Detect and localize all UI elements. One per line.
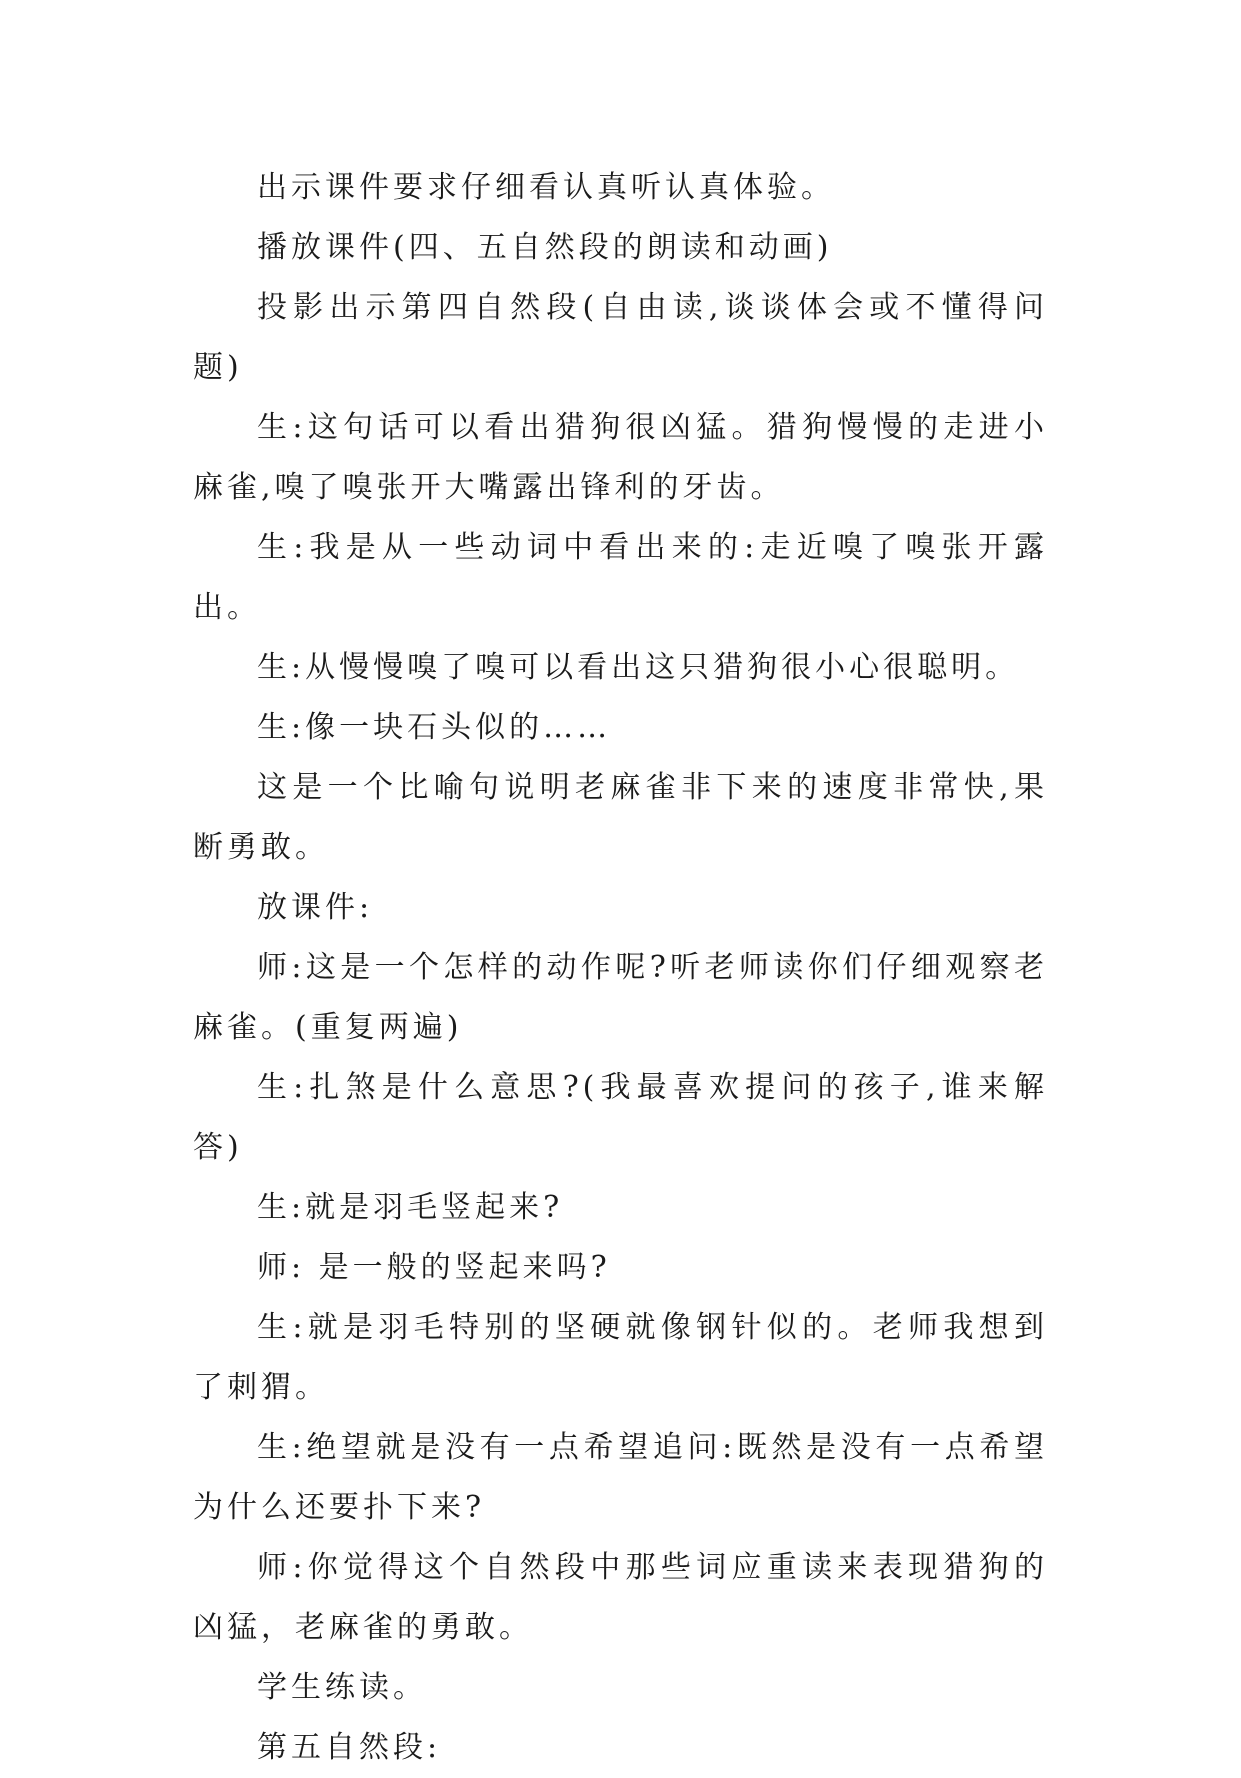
paragraph: 师:这是一个怎样的动作呢?听老师读你们仔细观察老麻雀。(重复两遍) xyxy=(193,950,1048,1045)
paragraph: 投影出示第四自然段(自由读,谈谈体会或不懂得问题) xyxy=(193,290,1048,385)
paragraph: 生:绝望就是没有一点希望追问:既然是没有一点希望为什么还要扑下来? xyxy=(193,1430,1048,1525)
paragraph: 出示课件要求仔细看认真听认真体验。 xyxy=(257,170,835,205)
paragraph: 生:就是羽毛特别的坚硬就像钢针似的。老师我想到了刺猬。 xyxy=(193,1310,1048,1405)
paragraph: 师: 是一般的竖起来吗? xyxy=(257,1250,611,1285)
paragraph: 放课件: xyxy=(257,890,374,925)
document-body xyxy=(193,158,1048,1778)
paragraph: 第五自然段: xyxy=(257,1730,442,1765)
paragraph: 生:就是羽毛竖起来? xyxy=(257,1190,564,1225)
paragraph: 这是一个比喻句说明老麻雀非下来的速度非常快,果断勇敢。 xyxy=(193,770,1048,865)
paragraph: 师:你觉得这个自然段中那些词应重读来表现猎狗的凶猛，老麻雀的勇敢。 xyxy=(193,1550,1048,1645)
paragraph: 生:像一块石头似的…… xyxy=(257,710,612,745)
paragraph: 播放课件(四、五自然段的朗读和动画) xyxy=(257,230,833,265)
paragraph: 学生练读。 xyxy=(257,1670,427,1705)
paragraph: 生:从慢慢嗅了嗅可以看出这只猎狗很小心很聪明。 xyxy=(257,650,1020,685)
paragraph: 生:这句话可以看出猎狗很凶猛。猎狗慢慢的走进小麻雀,嗅了嗅张开大嘴露出锋利的牙齿。 xyxy=(193,410,1048,505)
paragraph: 生:扎煞是什么意思?(我最喜欢提问的孩子,谁来解答) xyxy=(193,1070,1048,1165)
paragraph: 生:我是从一些动词中看出来的:走近嗅了嗅张开露出。 xyxy=(193,530,1048,625)
